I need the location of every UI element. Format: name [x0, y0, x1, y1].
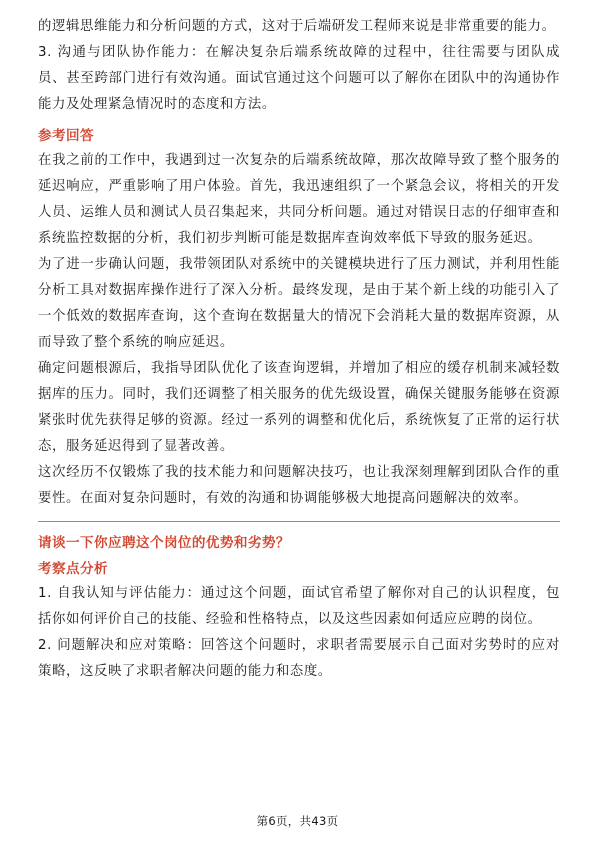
analysis-point-2: 2. 问题解决和应对策略：回答这个问题时，求职者需要展示自己面对劣势时的应对策略，这反映了求职者解决问题的能力和态度。 — [38, 638, 560, 679]
interview-question-title: 请谈一下你应聘这个岗位的优势和劣势？ — [38, 535, 290, 551]
analysis-point-1: 1. 自我认知与评估能力：通过这个问题，面试官希望了解你对自己的认识程度，包括你如何评价自己的技能、经验和性格特点，以及这些因素如何适应应聘的岗位。 — [38, 586, 560, 627]
reference-answer-heading: 参考回答 — [38, 128, 94, 144]
reference-paragraph-1: 在我之前的工作中，我遇到过一次复杂的后端系统故障，那次故障导致了整个服务的延迟响应，严重影响了用户体验。首先，我迅速组织了一个紧急会议，将相关的开发人员、运维人员和测试人员召集起来，共同分析问题。通过对错误日志的仔细审查和系统监控数据的分析，我们初步判断可能是数据库查询效率低下导致的服务延迟。 — [38, 153, 560, 246]
analysis-point-3: 3. 沟通与团队协作能力：在解决复杂后端系统故障的过程中，往往需要与团队成员、甚至跨部门进行有效沟通。面试官通过这个问题可以了解你在团队中的沟通协作能力及处理紧急情况时的态度和方法。 — [38, 45, 560, 112]
reference-paragraph-4: 这次经历不仅锻炼了我的技术能力和问题解决技巧，也让我深刻理解到团队合作的重要性。在面对复杂问题时，有效的沟通和协调能够极大地提高问题解决的效率。 — [38, 465, 560, 506]
reference-paragraph-2: 为了进一步确认问题，我带领团队对系统中的关键模块进行了压力测试，并利用性能分析工具对数据库操作进行了深入分析。最终发现，是由于某个新上线的功能引入了一个低效的数据库查询，这个查询在数据量大的情况下会消耗大量的数据库资源，从而导致了整个系统的响应延迟。 — [38, 257, 560, 350]
paragraph-continued: 的逻辑思维能力和分析问题的方式，这对于后端研发工程师来说是非常重要的能力。 — [38, 19, 556, 34]
page-number: 第6页，共43页 — [256, 814, 339, 828]
reference-paragraph-3: 确定问题根源后，我指导团队优化了该查询逻辑，并增加了相应的缓存机制来减轻数据库的压力。同时，我们还调整了相关服务的优先级设置，确保关键服务能够在资源紧张时优先获得足够的资源。经过一系列的调整和优化后，系统恢复了正常的运行状态，服务延迟得到了显著改善。 — [38, 361, 560, 454]
page-content — [38, 14, 560, 685]
analysis-heading: 考察点分析 — [38, 561, 108, 577]
section-divider — [38, 521, 560, 522]
